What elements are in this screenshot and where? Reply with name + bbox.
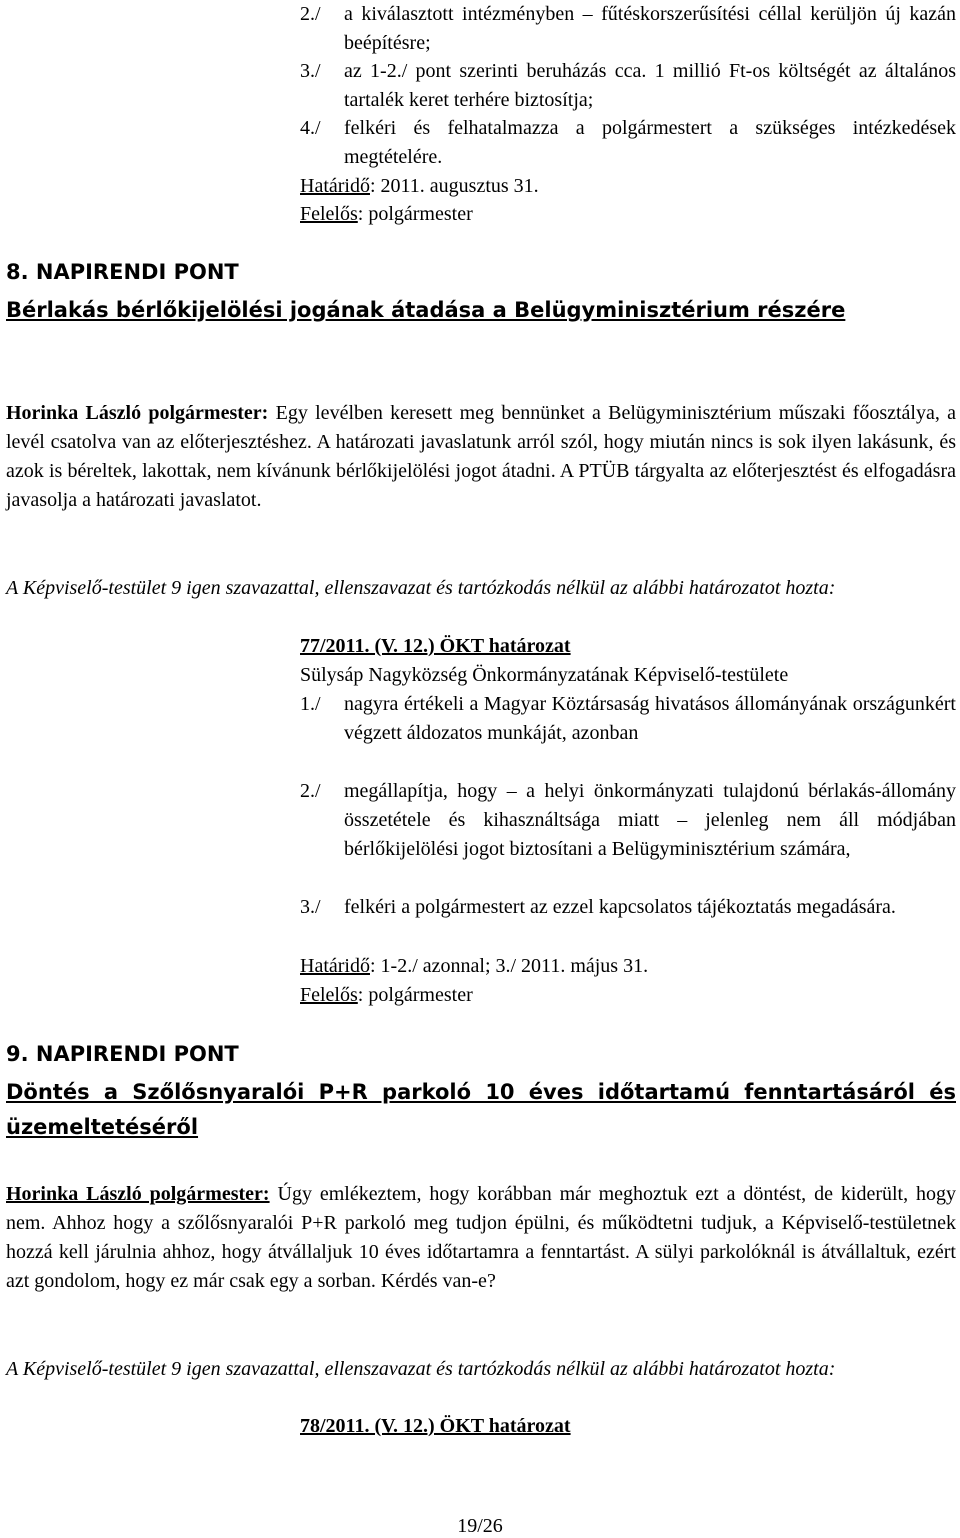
deadline-value: : 2011. augusztus 31. (369, 175, 539, 197)
responsible-line (300, 981, 956, 1010)
item-number: 1./ (300, 693, 321, 715)
page-number: 19/26 (457, 1515, 503, 1537)
list-item-text: a kiválasztott intézményben – fűtéskorszerűsítési céllal kerüljön új kazán beépítésre; (344, 3, 956, 54)
responsible-label: Felelős (300, 984, 358, 1006)
speech-text: Egy levélben keresett meg bennünket a Belügyminisztérium műszaki főosztálya, a levél csatolva van az előterjesztéshez. A határozati javaslatunk arról szól, hogy miután nincs is sok ilyen lakásunk, és azok is béreltek, lakottak, nem kívánunk bérlőkijelölési jogot átadni. A PTÜB tárgyalta az előterjesztést és elfogadásra javasolja a határozati javaslatot. (6, 402, 957, 511)
responsible-value: : polgármester (357, 203, 473, 225)
item-number: 2./ (300, 3, 321, 25)
vote-statement: A Képviselő-testület 9 igen szavazattal, ellenszavazat és tartózkodás nélkül az alábbi határozatot hozta: (6, 1358, 836, 1380)
responsible-label: Felelős (300, 203, 358, 225)
resolution-body: Sülysáp Nagyközség Önkormányzatának Képviselő-testülete (300, 664, 789, 686)
agenda-title-9: Döntés a Szőlősnyaralói P+R parkoló 10 éves időtartamú fenntartásáról és üzemeltetéséről (6, 1080, 956, 1139)
deadline-line (300, 172, 956, 201)
speaker-name: Horinka László polgármester: (6, 402, 269, 424)
responsible-line (300, 200, 956, 229)
item-number: 3./ (300, 60, 321, 82)
speech-text: Úgy emlékeztem, hogy korábban már meghoztuk ezt a döntést, de kiderült, hogy nem. Ahhoz hogy a szőlősnyaralói P+R parkoló meg tudjon épülni, és működtetni tudjuk, a Képviselő-testületnek hozzá kell járulnia ahhoz, hogy átvállaljuk 10 éves időtartamra a fenntartást. A sülyi parkolóknál is átvállaltuk, ezért azt gondolom, hogy ez már csak egy a sorban. Kérdés van-e? (6, 1183, 957, 1292)
item-number: 4./ (300, 117, 321, 139)
agenda-heading-9: 9. NAPIRENDI PONT (6, 1042, 239, 1066)
responsible-value: : polgármester (357, 984, 473, 1006)
list-item-text: felkéri és felhatalmazza a polgármestert a szükséges intézkedések megtételére. (344, 117, 956, 168)
list-item-text: nagyra értékeli a Magyar Köztársaság hivatásos állományának országunkért végzett áldozatos munkáját, azonban (344, 693, 956, 744)
list-item-text: megállapítja, hogy – a helyi önkormányzati tulajdonú bérlakás-állomány összetétele és kihasználtsága miatt – jelenleg nem áll módjában bérlőkijelölési jogot biztosítani a Belügyminisztérium számára, (344, 780, 956, 860)
speech-paragraph (6, 1180, 956, 1296)
resolution-number: 78/2011. (V. 12.) ÖKT határozat (300, 1415, 571, 1437)
deadline-label: Határidő (300, 955, 370, 977)
footer-divider (0, 1506, 960, 1507)
speech-paragraph (6, 399, 956, 515)
vote-statement: A Képviselő-testület 9 igen szavazattal, ellenszavazat és tartózkodás nélkül az alábbi határozatot hozta: (6, 577, 836, 599)
deadline-label: Határidő (300, 175, 370, 197)
agenda-heading-8: 8. NAPIRENDI PONT (6, 260, 239, 284)
agenda-title-8: Bérlakás bérlőkijelölési jogának átadása a Belügyminisztérium részére (6, 298, 846, 322)
item-number: 3./ (300, 896, 321, 918)
resolution-number: 77/2011. (V. 12.) ÖKT határozat (300, 635, 571, 657)
item-number: 2./ (300, 780, 321, 802)
speaker-name: Horinka László polgármester: (6, 1183, 270, 1205)
list-item-text: felkéri a polgármestert az ezzel kapcsolatos tájékoztatás megadására. (344, 896, 896, 918)
deadline-value: : 1-2./ azonnal; 3./ 2011. május 31. (369, 955, 649, 977)
deadline-line (300, 952, 956, 981)
list-item-text: az 1-2./ pont szerinti beruházás cca. 1 millió Ft-os költségét az általános tartalék keret terhére biztosítja; (344, 60, 956, 111)
